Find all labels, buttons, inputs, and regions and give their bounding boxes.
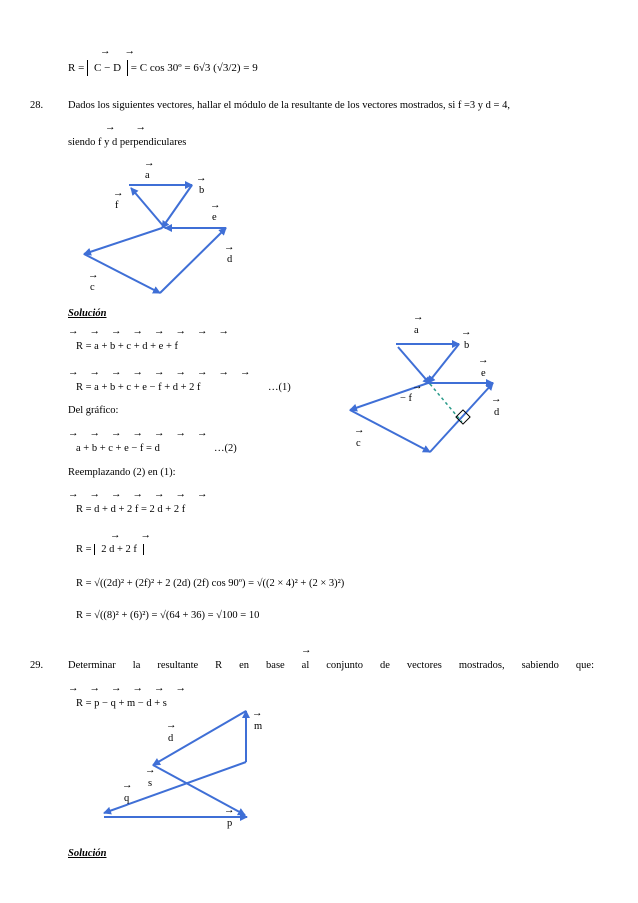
label-p: p [227, 818, 233, 829]
eq4-arrows: →→→→→→→ [68, 489, 219, 500]
eq2-arrows: →→→→→→→→→ [68, 367, 262, 378]
problem-29-number: 29. [30, 660, 44, 671]
sol-arrow-negf: → [412, 381, 423, 392]
label-a: a [145, 170, 150, 181]
problem-29-eq: R = p − q + m − d + s [76, 698, 167, 709]
label-d: d [227, 254, 233, 265]
fig29-arrow-d: → [166, 720, 177, 731]
fig28-arrow-b: → [196, 173, 207, 184]
eq6: R = √((2d)² + (2f)² + 2 (2d) (2f) cos 90º) = √((2 × 4)² + (2 × 3)²) [76, 578, 345, 589]
problem-28-number: 28. [30, 100, 44, 111]
label-s: s [148, 778, 153, 789]
sol-label-e: e [481, 368, 486, 379]
eq1: R = a + b + c + d + e + f [76, 341, 179, 352]
p28-arrows: → → [105, 122, 146, 133]
sol-label-c: c [356, 438, 361, 449]
label-q: q [124, 793, 130, 804]
p29-eq-arrows: →→→→→→ [68, 683, 197, 694]
fig29-arrow-m: → [252, 708, 263, 719]
fig29-arrow-q: → [122, 780, 133, 791]
fig28-arrow-e: → [210, 200, 221, 211]
problem-28-text: Dados los siguientes vectores, hallar el módulo de la resultante de los vectores mostrados, si f =3 y d = 4, [68, 100, 510, 111]
eq2: R = a + b + c + e − f + d + 2 f [76, 382, 201, 393]
sol-label-negf: − f [400, 393, 413, 404]
eq5-arrows: →→ [110, 530, 171, 541]
problem-28-text2: siendo f y d perpendiculares [68, 137, 187, 148]
top-eq-norm: C − D [87, 60, 128, 76]
sol-arrow-c: → [354, 425, 365, 436]
solution-29-title: Solución [68, 848, 107, 859]
from-graph: Del gráfico: [68, 405, 119, 416]
eq2-tag: …(1) [268, 382, 291, 393]
sol-label-b: b [464, 340, 470, 351]
fig28-arrow-f: → [113, 188, 124, 199]
eq5-norm: 2 d + 2 f [94, 544, 144, 555]
fig28-arrow-d: → [224, 242, 235, 253]
top-eq-left: R = [68, 62, 85, 74]
sol-label-d: d [494, 407, 500, 418]
sol-arrow-e: → [478, 355, 489, 366]
sol-arrow-b: → [461, 327, 472, 338]
eq3-arrows: →→→→→→→ [68, 428, 219, 439]
eq1-arrows: →→→→→→→→ [68, 326, 240, 337]
label-c: c [90, 282, 95, 293]
eq7: R = √((8)² + (6)²) = √(64 + 36) = √100 = 10 [76, 610, 260, 621]
solution-28-title: Solución [68, 308, 107, 319]
sol-arrow-a: → [413, 312, 424, 323]
eq4: R = d + d + 2 f = 2 d + 2 f [76, 504, 186, 515]
eq3-tag: …(2) [214, 443, 237, 454]
label-b: b [199, 185, 205, 196]
top-arrows: → → [100, 46, 135, 57]
label-d29: d [168, 733, 174, 744]
replacing: Reemplazando (2) en (1): [68, 467, 176, 478]
label-f: f [115, 200, 119, 211]
eq5-left: R = [76, 544, 92, 555]
fig29-arrow-p: → [224, 805, 235, 816]
label-e: e [212, 212, 217, 223]
eq3: a + b + c + e − f = d [76, 443, 160, 454]
p29-arrow-R: → [301, 645, 312, 656]
fig28-arrow-a: → [144, 158, 155, 169]
problem-29-text: Determinar la resultante R en base al conjunto de vectores mostrados, sabiendo que: [68, 660, 594, 671]
sol-arrow-d: → [491, 394, 502, 405]
label-m: m [254, 721, 263, 732]
fig29-arrow-s: → [145, 765, 156, 776]
sol-label-a: a [414, 325, 419, 336]
top-eq-right: = C cos 30º = 6√3 (√3/2) = 9 [130, 62, 258, 74]
fig28-arrow-c: → [88, 270, 99, 281]
